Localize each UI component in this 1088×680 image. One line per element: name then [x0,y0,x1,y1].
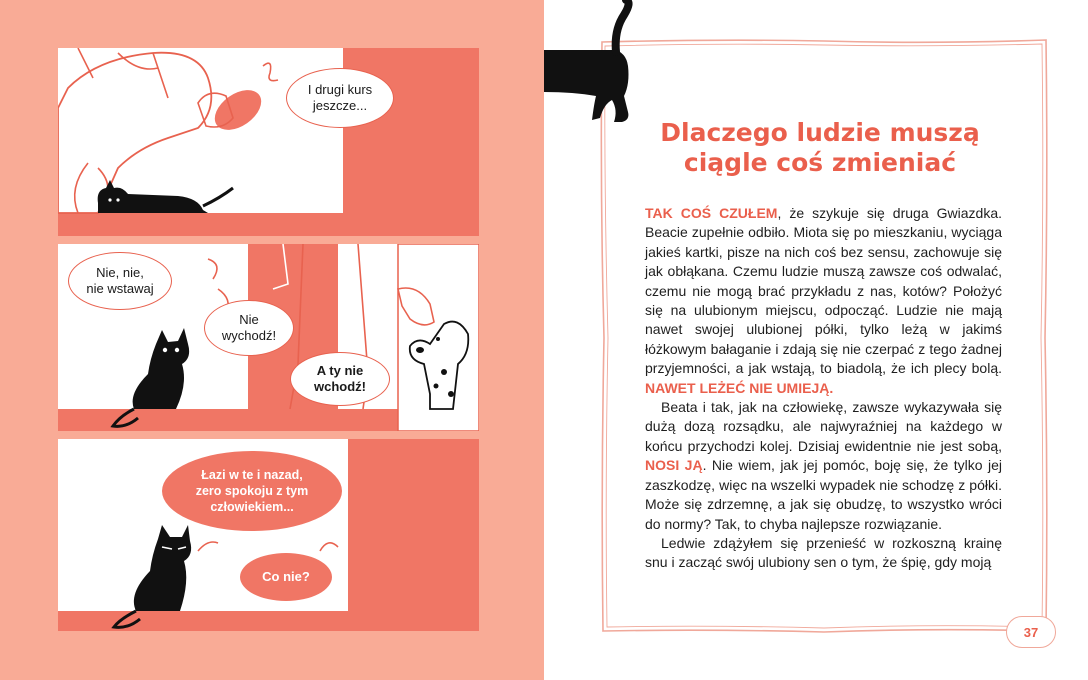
chapter-body [645,204,1002,573]
speech-bubble: A ty nie wchodź! [290,352,390,406]
speech-bubble: Nie, nie, nie wstawaj [68,252,172,310]
comic-panel-3 [58,439,479,631]
cat-tail-illustration [544,0,644,130]
speech-bubble: Łazi w te i nazad, zero spokoju z tym człowiekiem... [162,451,342,531]
paragraph-2 [645,398,1002,534]
speech-bubble: I drugi kurs jeszcze... [286,68,394,128]
highlighted-phrase: NOSI JĄ [645,457,703,474]
comic-panel-1 [58,48,479,236]
speech-bubble: Nie wychodź! [204,300,294,356]
comic-panel-2 [58,244,479,431]
highlighted-phrase: NAWET LEŻEĆ NIE UMIEJĄ. [645,379,834,396]
paragraph-1 [645,204,1002,398]
paragraph-text: , że szykuje się druga Gwiazdka. Beacie zupełnie odbiło. Miota się po mieszkaniu, wyciąga jakieś kartki, pisze na nich coś bez sensu, zachowuje się jak obłąkana. Czemu ludzie muszą zawsze coś odwalać, czemu nie mogą brać przykładu z nas, kotów? Położyć się na ulubionym miejscu, odpocząć. Ludzie nie mają nawet swojej ulubionej półki, tylko leżą w jakimś łóżkowym bałaganie i zdają się nie czerpać z tego żadnej przyjemności, a jak wstają, to biadolą, że ich plecy bolą. [645,205,1002,377]
paragraph-text: . Nie wiem, jak jej pomóc, boję się, że tylko jej zaszkodzę, więc na wszelki wypadek nie schodzę z półki. Może się zdrzemnę, a jak się obudzę, to wszystko wróci do normy? Tak, to chyba najlepsze rozwiązanie. [645,457,1003,532]
paragraph-text: Beata i tak, jak na człowiekę, zawsze wykazywała się dużą dozą rozsądku, ale najwyraźniej na każdego w końcu przychodzi kolej. Dzisiaj ewidentnie nie jest sobą, [645,399,1002,454]
page-number: 37 [1006,616,1056,648]
chapter-title-line-1: Dlaczego ludzie muszą [660,118,980,147]
highlighted-phrase: TAK COŚ CZUŁEM [645,205,778,221]
paragraph-3: Ledwie zdążyłem się przenieść w rozkoszną krainę snu i zacząć swój ulubiony sen o tym, że śpię, gdy moją [645,534,1002,571]
chapter-title-line-2: ciągle coś zmieniać [683,148,957,177]
speech-bubble: Co nie? [240,553,332,601]
chapter-title [620,118,1020,178]
panel-1-illustration [58,48,479,236]
